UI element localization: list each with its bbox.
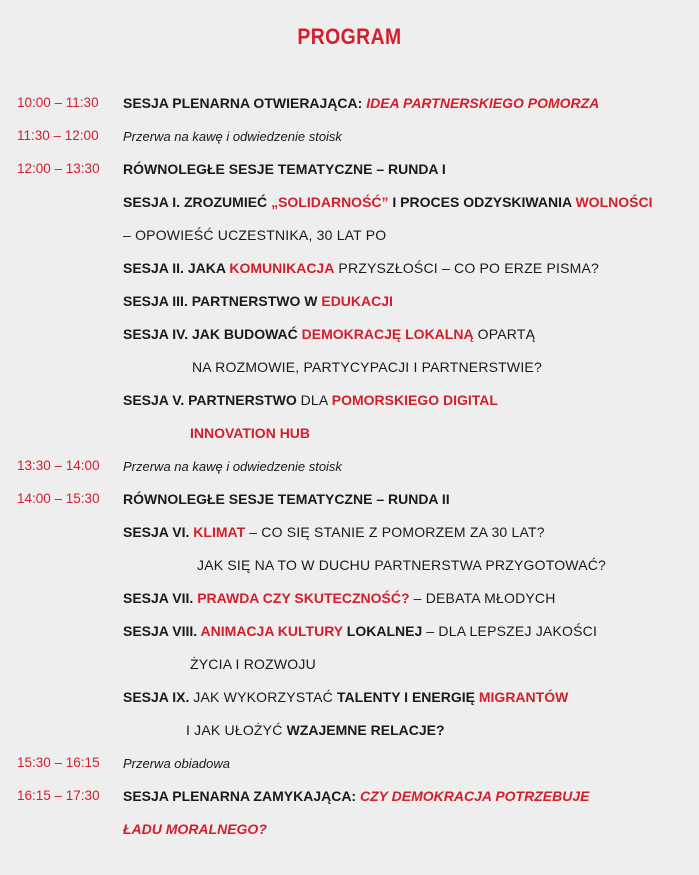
session-line	[190, 423, 310, 443]
text: – CO SIĘ STANIE Z POMORZEM ZA 30 LAT?	[245, 524, 545, 540]
highlight-text: WOLNOŚCI	[575, 194, 653, 210]
session-line	[123, 390, 498, 410]
session-line	[123, 819, 267, 839]
session-line	[197, 555, 606, 575]
session-line	[192, 357, 542, 377]
program-item	[123, 93, 599, 113]
text: DLA	[300, 392, 332, 408]
text: JAK SIĘ NA TO W DUCHU PARTNERSTWA PRZYGOTOWAĆ?	[197, 557, 607, 573]
time-slot: 13:30 – 14:00	[17, 458, 100, 473]
text: – DEBATA MŁODYCH	[409, 590, 556, 606]
text: Przerwa na kawę i odwiedzenie stoisk	[123, 129, 342, 144]
text: SESJA II. JAKA	[123, 260, 230, 276]
text: – DLA LEPSZEJ JAKOŚCI	[422, 623, 598, 639]
text: Przerwa na kawę i odwiedzenie stoisk	[123, 459, 342, 474]
highlight-text: ANIMACJA KULTURY	[200, 623, 343, 639]
time-slot: 12:00 – 13:30	[17, 161, 100, 176]
session-line	[190, 654, 316, 674]
text: SESJA IV. JAK BUDOWAĆ	[123, 326, 302, 342]
text: I JAK UŁOŻYĆ	[186, 722, 287, 738]
text: Przerwa obiadowa	[123, 756, 230, 771]
text: PRZYSZŁOŚCI – CO PO ERZE PISMA?	[334, 260, 600, 276]
program-item	[123, 159, 446, 179]
text: SESJA PLENARNA ZAMYKAJĄCA:	[123, 788, 360, 804]
text: SESJA V. PARTNERSTWO	[123, 392, 301, 408]
text: TALENTY I ENERGIĘ	[337, 689, 479, 705]
text: SESJA PLENARNA OTWIERAJĄCA:	[123, 95, 367, 111]
highlight-text: PRAWDA CZY SKUTECZNOŚĆ?	[197, 590, 410, 606]
session-line	[123, 291, 393, 311]
session-line	[123, 522, 545, 542]
text: WZAJEMNE RELACJE?	[286, 722, 445, 738]
program-item	[123, 126, 342, 147]
text: OPARTĄ	[473, 326, 536, 342]
program-item	[123, 786, 589, 806]
text: ŻYCIA I ROZWOJU	[190, 656, 316, 672]
highlight-text: EDUKACJI	[321, 293, 393, 309]
session-line	[123, 192, 652, 212]
highlight-text: KLIMAT	[193, 524, 246, 540]
text: I PROCES ODZYSKIWANIA	[388, 194, 576, 210]
text: SESJA IX.	[123, 689, 194, 705]
text: – OPOWIEŚĆ UCZESTNIKA, 30 LAT PO	[123, 227, 387, 243]
text: JAK WYKORZYSTAĆ	[193, 689, 338, 705]
highlight-text: POMORSKIEGO DIGITAL	[331, 392, 498, 408]
text: RÓWNOLEGŁE SESJE TEMATYCZNE – RUNDA II	[123, 491, 450, 507]
session-line	[123, 225, 386, 245]
time-slot: 10:00 – 11:30	[17, 95, 99, 110]
program-item	[123, 489, 450, 509]
highlight-text: ŁADU MORALNEGO?	[123, 821, 267, 837]
time-slot: 14:00 – 15:30	[17, 491, 100, 506]
text: SESJA VI.	[123, 524, 194, 540]
session-line	[123, 324, 535, 344]
highlight-text: IDEA PARTNERSKIEGO POMORZA	[366, 95, 600, 111]
text: SESJA III. PARTNERSTWO W	[123, 293, 322, 309]
highlight-text: INNOVATION HUB	[190, 425, 311, 441]
time-slot: 16:15 – 17:30	[17, 788, 100, 803]
session-line	[186, 720, 445, 740]
text: LOKALNEJ	[342, 623, 423, 639]
page-title: PROGRAM	[297, 24, 402, 49]
text: RÓWNOLEGŁE SESJE TEMATYCZNE – RUNDA I	[123, 161, 446, 177]
program-item	[123, 753, 230, 774]
time-slot: 11:30 – 12:00	[17, 128, 99, 143]
session-line	[123, 687, 568, 707]
highlight-text: MIGRANTÓW	[478, 689, 569, 705]
session-line	[123, 588, 556, 608]
session-line	[123, 258, 599, 278]
highlight-text: „SOLIDARNOŚĆ”	[271, 194, 389, 210]
text: SESJA I. ZROZUMIEĆ	[123, 194, 272, 210]
time-slot: 15:30 – 16:15	[17, 755, 100, 770]
text: SESJA VII.	[123, 590, 198, 606]
program-item	[123, 456, 342, 477]
session-line	[123, 621, 597, 641]
highlight-text: CZY DEMOKRACJA POTRZEBUJE	[359, 788, 590, 804]
highlight-text: DEMOKRACJĘ LOKALNĄ	[301, 326, 474, 342]
highlight-text: KOMUNIKACJA	[229, 260, 335, 276]
text: SESJA VIII.	[123, 623, 201, 639]
text: NA ROZMOWIE, PARTYCYPACJI I PARTNERSTWIE?	[192, 359, 542, 375]
